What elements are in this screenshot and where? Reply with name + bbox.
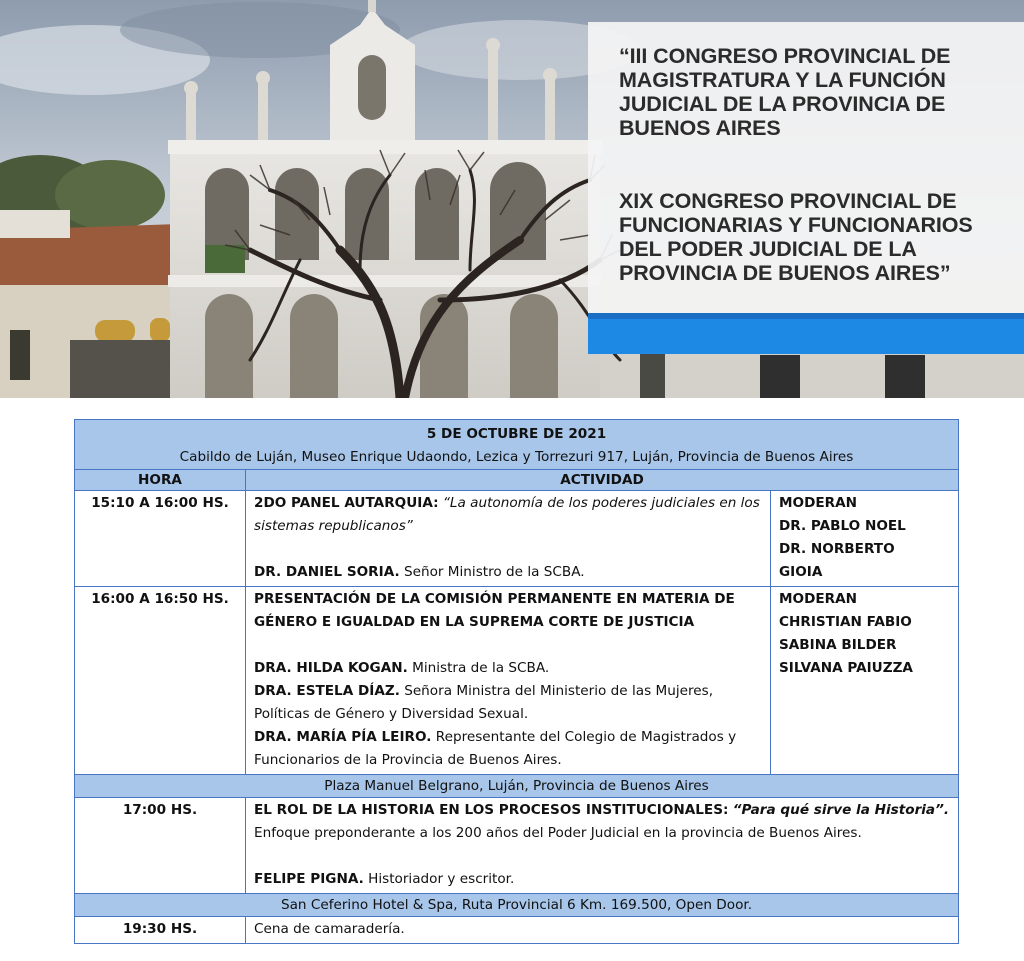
moderator-name: GIOIA [779,564,823,580]
moderator-name: CHRISTIAN FABIO [779,614,912,630]
column-header-hora: HORA [75,470,246,491]
row-time: 19:30 HS. [75,917,246,944]
moderators-heading: MODERAN [779,591,858,607]
schedule-row [75,491,959,587]
row-time: 15:10 A 16:00 HS. [75,491,246,587]
venue-label: San Ceferino Hotel & Spa, Ruta Provincial 6 Km. 169.500, Open Door. [75,894,959,917]
speaker-line [254,561,762,584]
activity-title: EL ROL DE LA HISTORIA EN LOS PROCESOS INSTITUCIONALES: [254,802,729,818]
accent-band [588,313,1024,354]
spacer [254,845,950,868]
speaker-role: Señora Ministra del Ministerio de las Mujeres, Políticas de Género y Diversidad Sexual. [254,683,714,722]
speaker-role: Señor Ministro de la SCBA. [403,564,585,580]
speaker-name: DR. DANIEL SORIA. [254,564,400,580]
speaker-line [254,657,762,680]
venue-row [75,775,959,798]
schedule-row [75,798,959,894]
schedule-caption-row [75,420,959,470]
speaker-line [254,726,762,772]
activity-subtitle: “Para qué sirve la Historia”. [732,802,950,818]
row-activity [246,587,771,775]
schedule-row [75,917,959,944]
congress-title-magistratura: “III CONGRESO PROVINCIAL DE MAGISTRATURA Y LA FUNCIÓN JUDICIAL DE LA PROVINCIA DE BUENOS AIRES [619,44,951,140]
speaker-name: FELIPE PIGNA. [254,871,364,887]
venue-label: Plaza Manuel Belgrano, Luján, Provincia de Buenos Aires [75,775,959,798]
speaker-line [254,680,762,726]
spacer [254,634,762,657]
activity-title: PRESENTACIÓN DE LA COMISIÓN PERMANENTE EN MATERIA DE GÉNERO E IGUALDAD EN LA SUPREMA CORTE DE JUSTICIA [254,591,735,630]
row-activity [246,798,959,894]
congress-title-funcionarios: XIX CONGRESO PROVINCIAL DE FUNCIONARIAS Y FUNCIONARIOS DEL PODER JUDICIAL DE LA PROVINCIA DE BUENOS AIRES” [619,189,973,285]
spacer [254,538,762,561]
moderator-name: DR. PABLO NOEL [779,518,906,534]
row-moderators [771,587,959,775]
speaker-role: Historiador y escritor. [368,871,515,887]
schedule-row [75,587,959,775]
row-time: 17:00 HS. [75,798,246,894]
congress-title-box [588,22,1024,313]
speaker-line [254,868,950,891]
speaker-role: Representante del Colegio de Magistrados y Funcionarios de la Provincia de Buenos Aires. [254,729,737,768]
row-activity: Cena de camaradería. [246,917,959,944]
row-moderators [771,491,959,587]
schedule-table [74,419,959,944]
schedule-caption [75,420,959,470]
moderator-name: SILVANA PAIUZZA [779,660,913,676]
activity-title: 2DO PANEL AUTARQUIA: [254,495,439,511]
moderator-name: DR. NORBERTO [779,541,895,557]
column-header-actividad: ACTIVIDAD [246,470,959,491]
row-time: 16:00 A 16:50 HS. [75,587,246,775]
venue-row [75,894,959,917]
speaker-name: DRA. HILDA KOGAN. [254,660,408,676]
row-activity [246,491,771,587]
moderator-name: SABINA BILDER [779,637,897,653]
event-date: 5 DE OCTUBRE DE 2021 [426,426,607,442]
column-header-row [75,470,959,491]
speaker-role: Ministra de la SCBA. [412,660,550,676]
event-venue: Cabildo de Luján, Museo Enrique Udaondo, Lezica y Torrezuri 917, Luján, Provincia de Buenos Aires [179,449,854,465]
activity-description: Enfoque preponderante a los 200 años del Poder Judicial en la provincia de Buenos Aires. [254,825,862,841]
speaker-name: DRA. MARÍA PÍA LEIRO. [254,729,432,745]
speaker-name: DRA. ESTELA DÍAZ. [254,683,400,699]
activity-subtitle: “La autonomía de los poderes judiciales en los sistemas republicanos” [254,495,760,534]
moderators-heading: MODERAN [779,495,858,511]
